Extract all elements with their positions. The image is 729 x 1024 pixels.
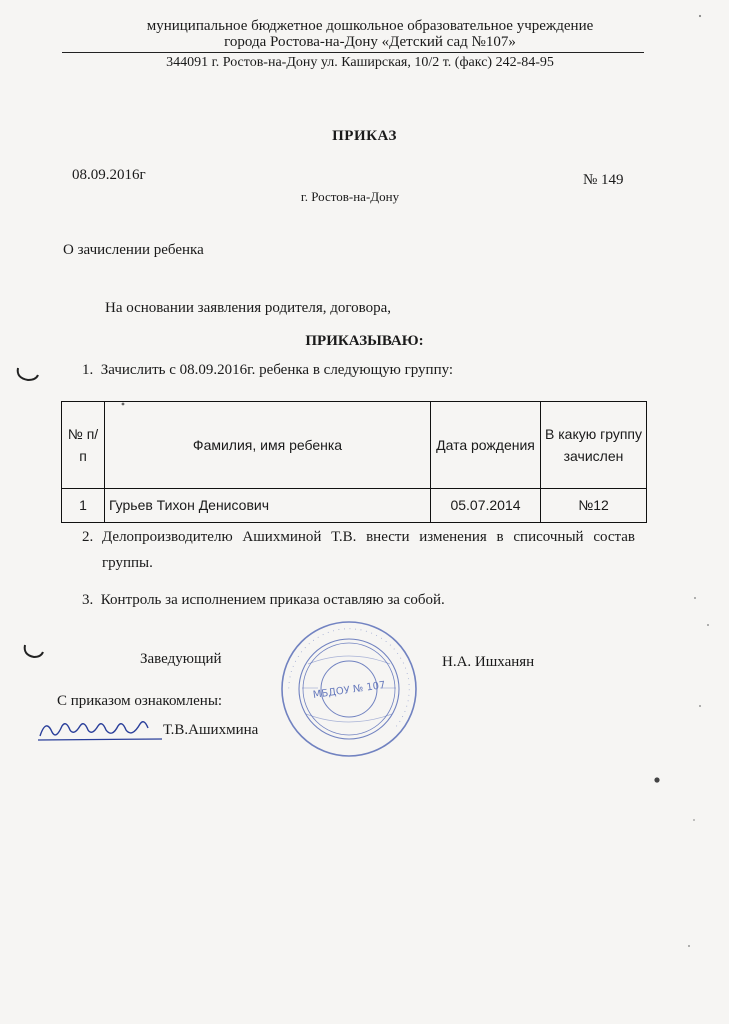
head-position-label: Заведующий [140, 651, 222, 667]
enrolment-table [61, 401, 647, 523]
item-text: Зачислить с 08.09.2016г. ребенка в следующую группу: [100, 362, 454, 378]
document-basis: На основании заявления родителя, договора, [105, 300, 392, 316]
cell-group: №12 [541, 488, 647, 522]
table-header-row [62, 402, 647, 489]
institution-line-2: города Ростова-на-Дону «Детский сад №107» [224, 34, 516, 50]
acknowledgement-name: Т.В.Ашихмина [163, 722, 259, 738]
cell-number: 1 [62, 488, 105, 522]
document-date: 08.09.2016г [72, 167, 146, 183]
institution-line-1: муниципальное бюджетное дошкольное образовательное учреждение [146, 18, 594, 34]
head-name: Н.А. Ишханян [442, 654, 535, 670]
order-item-1 [82, 362, 453, 379]
column-header-group: В какую группу зачислен [541, 402, 647, 489]
table-row [62, 488, 647, 522]
handwritten-signature [36, 714, 166, 742]
column-header-name: Фамилия, имя ребенка [105, 402, 431, 489]
svg-text:· · · · · · · · · · · · · · ·: · · · · · · · · · · · · · · · · · · · · · · · · · · · · · · · · · · · · · · · · · · [284, 624, 414, 730]
item-number: 1. [82, 362, 94, 378]
item-text: Делопроизводителю Ашихминой Т.В. внести изменения в списочный состав группы. [102, 529, 635, 571]
official-stamp [278, 618, 420, 760]
order-word: ПРИКАЗЫВАЮ: [305, 333, 424, 349]
cell-birthdate: 05.07.2014 [431, 488, 541, 522]
order-item-2 [82, 524, 637, 576]
institution-address: 344091 г. Ростов-на-Дону ул. Каширская, 10/2 т. (факс) 242-84-95 [166, 55, 554, 70]
cell-child-name: Гурьев Тихон Денисович [105, 488, 431, 522]
punch-mark-icon [22, 643, 44, 659]
document-city: г. Ростов-на-Дону [300, 189, 400, 204]
stamp-center-text: МБДОУ № 107 [312, 679, 387, 702]
acknowledgement-label: С приказом ознакомлены: [57, 693, 223, 709]
item-number: 3. [82, 592, 94, 608]
header-divider [62, 52, 644, 53]
item-number: 2. [82, 529, 94, 545]
order-item-3 [82, 592, 445, 609]
document-number: № 149 [583, 172, 624, 188]
column-header-birthdate: Дата рождения [431, 402, 541, 489]
item-text: Контроль за исполнением приказа оставляю за собой. [100, 592, 445, 608]
column-header-number: № п/п [62, 402, 105, 489]
document-title: ПРИКАЗ [332, 128, 397, 144]
document-subject: О зачислении ребенка [63, 242, 204, 258]
punch-mark-icon [14, 366, 40, 382]
